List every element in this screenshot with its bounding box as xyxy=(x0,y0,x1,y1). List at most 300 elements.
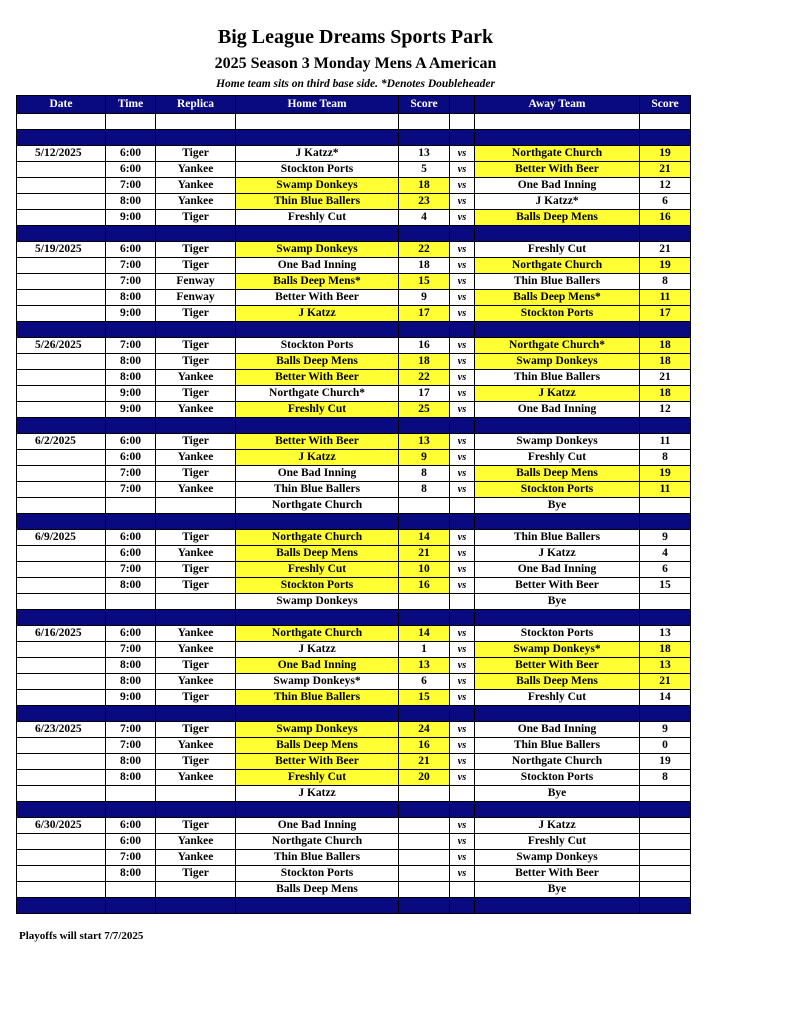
game-replica: Tiger xyxy=(156,722,236,738)
game-time: 6:00 xyxy=(106,530,156,546)
vs-label: vs xyxy=(450,690,475,706)
vs-label: vs xyxy=(450,626,475,642)
game-time: 8:00 xyxy=(106,754,156,770)
home-team: Thin Blue Ballers xyxy=(236,194,399,210)
game-time: 9:00 xyxy=(106,690,156,706)
away-team: Swamp Donkeys* xyxy=(475,642,640,658)
empty-cell xyxy=(106,418,156,434)
game-time: 8:00 xyxy=(106,194,156,210)
home-score xyxy=(399,498,450,514)
game-time: 7:00 xyxy=(106,258,156,274)
bye-row xyxy=(17,882,691,898)
game-row xyxy=(17,338,691,354)
vs-label: vs xyxy=(450,770,475,786)
col-header-away-team: Away Team xyxy=(475,96,640,114)
away-team: Thin Blue Ballers xyxy=(475,274,640,290)
empty-cell xyxy=(106,130,156,146)
vs-label: vs xyxy=(450,674,475,690)
game-date: 6/23/2025 xyxy=(17,722,106,738)
home-score: 10 xyxy=(399,562,450,578)
away-team: Stockton Ports xyxy=(475,770,640,786)
game-row xyxy=(17,754,691,770)
game-date xyxy=(17,402,106,418)
away-team: Better With Beer xyxy=(475,578,640,594)
away-team: Swamp Donkeys xyxy=(475,434,640,450)
game-time: 9:00 xyxy=(106,210,156,226)
vs-label: vs xyxy=(450,466,475,482)
vs-label: vs xyxy=(450,274,475,290)
vs-label: vs xyxy=(450,850,475,866)
game-time xyxy=(106,786,156,802)
week-separator xyxy=(17,898,691,914)
game-date: 5/19/2025 xyxy=(17,242,106,258)
away-score: 21 xyxy=(640,370,691,386)
home-team: Stockton Ports xyxy=(236,162,399,178)
home-team: Balls Deep Mens xyxy=(236,354,399,370)
empty-cell xyxy=(236,898,399,914)
home-team: One Bad Inning xyxy=(236,818,399,834)
empty-cell xyxy=(236,802,399,818)
game-replica: Tiger xyxy=(156,578,236,594)
game-replica: Tiger xyxy=(156,818,236,834)
home-score: 25 xyxy=(399,402,450,418)
game-time: 7:00 xyxy=(106,338,156,354)
empty-cell xyxy=(450,514,475,530)
empty-cell xyxy=(475,898,640,914)
away-score: 9 xyxy=(640,722,691,738)
game-date xyxy=(17,754,106,770)
empty-cell xyxy=(450,130,475,146)
game-replica: Yankee xyxy=(156,738,236,754)
away-team: Balls Deep Mens xyxy=(475,210,640,226)
home-score: 16 xyxy=(399,738,450,754)
away-team: J Katzz xyxy=(475,818,640,834)
game-date xyxy=(17,194,106,210)
empty-cell xyxy=(450,610,475,626)
game-row xyxy=(17,434,691,450)
away-score: 18 xyxy=(640,386,691,402)
game-row xyxy=(17,146,691,162)
game-date xyxy=(17,866,106,882)
home-team: Better With Beer xyxy=(236,370,399,386)
empty-cell xyxy=(450,322,475,338)
empty-cell xyxy=(156,322,236,338)
empty-cell xyxy=(236,114,399,130)
empty-cell xyxy=(399,610,450,626)
empty-cell xyxy=(399,898,450,914)
empty-cell xyxy=(156,114,236,130)
empty-cell xyxy=(156,418,236,434)
home-team: Thin Blue Ballers xyxy=(236,482,399,498)
away-score: 19 xyxy=(640,258,691,274)
game-row xyxy=(17,834,691,850)
vs-label xyxy=(450,594,475,610)
home-score: 8 xyxy=(399,482,450,498)
home-team: Balls Deep Mens xyxy=(236,546,399,562)
empty-cell xyxy=(106,322,156,338)
empty-cell xyxy=(106,706,156,722)
game-time: 6:00 xyxy=(106,242,156,258)
empty-cell xyxy=(399,514,450,530)
game-time: 6:00 xyxy=(106,146,156,162)
home-score: 13 xyxy=(399,658,450,674)
home-team: Freshly Cut xyxy=(236,402,399,418)
away-team: One Bad Inning xyxy=(475,402,640,418)
away-team: J Katzz* xyxy=(475,194,640,210)
home-team: Freshly Cut xyxy=(236,770,399,786)
game-replica: Tiger xyxy=(156,258,236,274)
game-time: 7:00 xyxy=(106,562,156,578)
game-replica xyxy=(156,498,236,514)
col-header-home-score: Score xyxy=(399,96,450,114)
game-time: 7:00 xyxy=(106,850,156,866)
away-team: Northgate Church xyxy=(475,146,640,162)
game-row xyxy=(17,850,691,866)
home-score xyxy=(399,850,450,866)
game-date xyxy=(17,738,106,754)
game-date xyxy=(17,370,106,386)
game-time: 9:00 xyxy=(106,386,156,402)
game-replica xyxy=(156,882,236,898)
home-team: Northgate Church xyxy=(236,626,399,642)
game-replica xyxy=(156,594,236,610)
week-separator xyxy=(17,418,691,434)
game-time: 6:00 xyxy=(106,546,156,562)
home-score: 13 xyxy=(399,146,450,162)
game-date xyxy=(17,770,106,786)
vs-label: vs xyxy=(450,354,475,370)
game-time: 7:00 xyxy=(106,642,156,658)
game-date: 5/12/2025 xyxy=(17,146,106,162)
home-team: One Bad Inning xyxy=(236,466,399,482)
game-date xyxy=(17,290,106,306)
game-row xyxy=(17,642,691,658)
away-score: 18 xyxy=(640,642,691,658)
game-row xyxy=(17,530,691,546)
away-team: Better With Beer xyxy=(475,162,640,178)
home-team: J Katzz xyxy=(236,306,399,322)
empty-cell xyxy=(17,418,106,434)
vs-label: vs xyxy=(450,562,475,578)
vs-label: vs xyxy=(450,386,475,402)
empty-cell xyxy=(475,514,640,530)
home-score: 18 xyxy=(399,178,450,194)
game-date: 5/26/2025 xyxy=(17,338,106,354)
home-score: 6 xyxy=(399,674,450,690)
vs-label: vs xyxy=(450,738,475,754)
game-replica: Yankee xyxy=(156,162,236,178)
home-score: 15 xyxy=(399,690,450,706)
home-score: 18 xyxy=(399,258,450,274)
empty-cell xyxy=(640,610,691,626)
spacer-row xyxy=(17,114,691,130)
empty-cell xyxy=(450,706,475,722)
game-row xyxy=(17,562,691,578)
game-date xyxy=(17,162,106,178)
game-date xyxy=(17,178,106,194)
away-team: J Katzz xyxy=(475,546,640,562)
away-team: Balls Deep Mens xyxy=(475,674,640,690)
vs-label: vs xyxy=(450,658,475,674)
game-time: 8:00 xyxy=(106,770,156,786)
game-replica: Tiger xyxy=(156,146,236,162)
away-score: 8 xyxy=(640,770,691,786)
week-separator xyxy=(17,226,691,242)
away-team: Thin Blue Ballers xyxy=(475,738,640,754)
home-team: Stockton Ports xyxy=(236,578,399,594)
empty-cell xyxy=(156,514,236,530)
vs-label: vs xyxy=(450,338,475,354)
home-team: Northgate Church xyxy=(236,498,399,514)
empty-cell xyxy=(640,226,691,242)
game-replica: Yankee xyxy=(156,642,236,658)
game-replica: Yankee xyxy=(156,674,236,690)
game-date: 6/2/2025 xyxy=(17,434,106,450)
game-row xyxy=(17,162,691,178)
empty-cell xyxy=(475,418,640,434)
empty-cell xyxy=(156,802,236,818)
away-team: Swamp Donkeys xyxy=(475,850,640,866)
game-date xyxy=(17,466,106,482)
home-team: J Katzz xyxy=(236,786,399,802)
game-date: 6/16/2025 xyxy=(17,626,106,642)
game-replica: Fenway xyxy=(156,290,236,306)
vs-label: vs xyxy=(450,210,475,226)
empty-cell xyxy=(17,802,106,818)
game-time: 6:00 xyxy=(106,434,156,450)
away-score xyxy=(640,850,691,866)
home-score: 21 xyxy=(399,546,450,562)
game-time: 7:00 xyxy=(106,274,156,290)
empty-cell xyxy=(475,706,640,722)
home-score: 9 xyxy=(399,450,450,466)
empty-cell xyxy=(156,898,236,914)
home-score xyxy=(399,834,450,850)
empty-cell xyxy=(640,802,691,818)
home-team: Better With Beer xyxy=(236,290,399,306)
game-time: 6:00 xyxy=(106,162,156,178)
home-score: 21 xyxy=(399,754,450,770)
away-score: 18 xyxy=(640,354,691,370)
game-row xyxy=(17,482,691,498)
game-row xyxy=(17,722,691,738)
away-score xyxy=(640,594,691,610)
home-team: Swamp Donkeys xyxy=(236,178,399,194)
empty-cell xyxy=(450,418,475,434)
away-team: Balls Deep Mens xyxy=(475,466,640,482)
schedule-table xyxy=(16,95,691,914)
game-row xyxy=(17,306,691,322)
away-score: 12 xyxy=(640,402,691,418)
home-score xyxy=(399,594,450,610)
playoffs-note: Playoffs will start 7/7/2025 xyxy=(19,930,144,942)
game-date xyxy=(17,882,106,898)
home-team: Swamp Donkeys xyxy=(236,242,399,258)
away-score: 19 xyxy=(640,466,691,482)
away-score: 13 xyxy=(640,626,691,642)
game-time: 8:00 xyxy=(106,370,156,386)
vs-label: vs xyxy=(450,642,475,658)
home-score: 18 xyxy=(399,354,450,370)
home-score: 24 xyxy=(399,722,450,738)
away-team: Stockton Ports xyxy=(475,626,640,642)
away-score: 8 xyxy=(640,450,691,466)
empty-cell xyxy=(640,898,691,914)
home-team: Stockton Ports xyxy=(236,866,399,882)
game-date xyxy=(17,546,106,562)
game-date xyxy=(17,306,106,322)
game-row xyxy=(17,690,691,706)
away-score xyxy=(640,786,691,802)
away-score xyxy=(640,882,691,898)
game-replica: Yankee xyxy=(156,194,236,210)
empty-cell xyxy=(106,226,156,242)
home-score: 23 xyxy=(399,194,450,210)
game-time: 8:00 xyxy=(106,354,156,370)
game-row xyxy=(17,178,691,194)
empty-cell xyxy=(450,226,475,242)
bye-row xyxy=(17,594,691,610)
away-score xyxy=(640,498,691,514)
home-score xyxy=(399,882,450,898)
empty-cell xyxy=(475,130,640,146)
away-score: 15 xyxy=(640,578,691,594)
game-replica: Tiger xyxy=(156,530,236,546)
home-team: Better With Beer xyxy=(236,754,399,770)
game-replica: Tiger xyxy=(156,338,236,354)
away-team: Balls Deep Mens* xyxy=(475,290,640,306)
game-time: 8:00 xyxy=(106,866,156,882)
home-team: Swamp Donkeys xyxy=(236,722,399,738)
game-time xyxy=(106,882,156,898)
game-row xyxy=(17,370,691,386)
empty-cell xyxy=(17,898,106,914)
game-replica: Tiger xyxy=(156,754,236,770)
empty-cell xyxy=(475,114,640,130)
empty-cell xyxy=(450,802,475,818)
empty-cell xyxy=(236,322,399,338)
away-score: 19 xyxy=(640,754,691,770)
empty-cell xyxy=(236,226,399,242)
vs-label: vs xyxy=(450,450,475,466)
empty-cell xyxy=(450,898,475,914)
empty-cell xyxy=(475,802,640,818)
away-team: Stockton Ports xyxy=(475,306,640,322)
away-team: Bye xyxy=(475,882,640,898)
empty-cell xyxy=(640,322,691,338)
week-separator xyxy=(17,610,691,626)
away-team: Thin Blue Ballers xyxy=(475,370,640,386)
home-score xyxy=(399,786,450,802)
empty-cell xyxy=(156,610,236,626)
vs-label: vs xyxy=(450,162,475,178)
vs-label: vs xyxy=(450,290,475,306)
home-score: 4 xyxy=(399,210,450,226)
game-row xyxy=(17,274,691,290)
game-replica: Tiger xyxy=(156,306,236,322)
game-date xyxy=(17,594,106,610)
game-row xyxy=(17,658,691,674)
home-score: 15 xyxy=(399,274,450,290)
vs-label: vs xyxy=(450,402,475,418)
empty-cell xyxy=(236,610,399,626)
empty-cell xyxy=(17,114,106,130)
away-team: Better With Beer xyxy=(475,866,640,882)
game-time: 8:00 xyxy=(106,290,156,306)
game-date xyxy=(17,482,106,498)
game-replica: Yankee xyxy=(156,450,236,466)
col-header-time: Time xyxy=(106,96,156,114)
vs-label: vs xyxy=(450,546,475,562)
game-date xyxy=(17,850,106,866)
game-replica: Tiger xyxy=(156,562,236,578)
page-title: Big League Dreams Sports Park xyxy=(217,26,494,48)
home-team: Northgate Church* xyxy=(236,386,399,402)
week-separator xyxy=(17,514,691,530)
vs-label: vs xyxy=(450,834,475,850)
home-team: One Bad Inning xyxy=(236,658,399,674)
away-team: Stockton Ports xyxy=(475,482,640,498)
game-replica: Tiger xyxy=(156,354,236,370)
vs-label xyxy=(450,786,475,802)
vs-label: vs xyxy=(450,818,475,834)
game-replica: Tiger xyxy=(156,658,236,674)
empty-cell xyxy=(236,514,399,530)
away-score: 11 xyxy=(640,434,691,450)
game-replica: Fenway xyxy=(156,274,236,290)
away-team: One Bad Inning xyxy=(475,178,640,194)
game-date: 6/30/2025 xyxy=(17,818,106,834)
away-score: 6 xyxy=(640,194,691,210)
home-score: 9 xyxy=(399,290,450,306)
home-team: Balls Deep Mens* xyxy=(236,274,399,290)
game-time xyxy=(106,594,156,610)
game-time: 7:00 xyxy=(106,722,156,738)
bye-row xyxy=(17,786,691,802)
game-time: 8:00 xyxy=(106,578,156,594)
game-date xyxy=(17,354,106,370)
vs-label: vs xyxy=(450,306,475,322)
col-header-date: Date xyxy=(17,96,106,114)
home-team: J Katzz xyxy=(236,450,399,466)
away-team: Swamp Donkeys xyxy=(475,354,640,370)
away-team: Freshly Cut xyxy=(475,450,640,466)
empty-cell xyxy=(17,610,106,626)
away-team: Bye xyxy=(475,498,640,514)
home-team: J Katzz xyxy=(236,642,399,658)
away-team: Bye xyxy=(475,786,640,802)
away-team: Freshly Cut xyxy=(475,690,640,706)
game-replica xyxy=(156,786,236,802)
away-team: Bye xyxy=(475,594,640,610)
vs-label: vs xyxy=(450,754,475,770)
game-row xyxy=(17,578,691,594)
game-row xyxy=(17,546,691,562)
empty-cell xyxy=(399,802,450,818)
game-time: 9:00 xyxy=(106,306,156,322)
game-replica: Tiger xyxy=(156,386,236,402)
away-score: 21 xyxy=(640,674,691,690)
home-score: 8 xyxy=(399,466,450,482)
game-row xyxy=(17,386,691,402)
away-score: 12 xyxy=(640,178,691,194)
game-replica: Tiger xyxy=(156,466,236,482)
empty-cell xyxy=(17,514,106,530)
away-score: 18 xyxy=(640,338,691,354)
game-row xyxy=(17,770,691,786)
empty-cell xyxy=(106,898,156,914)
home-team: Balls Deep Mens xyxy=(236,882,399,898)
